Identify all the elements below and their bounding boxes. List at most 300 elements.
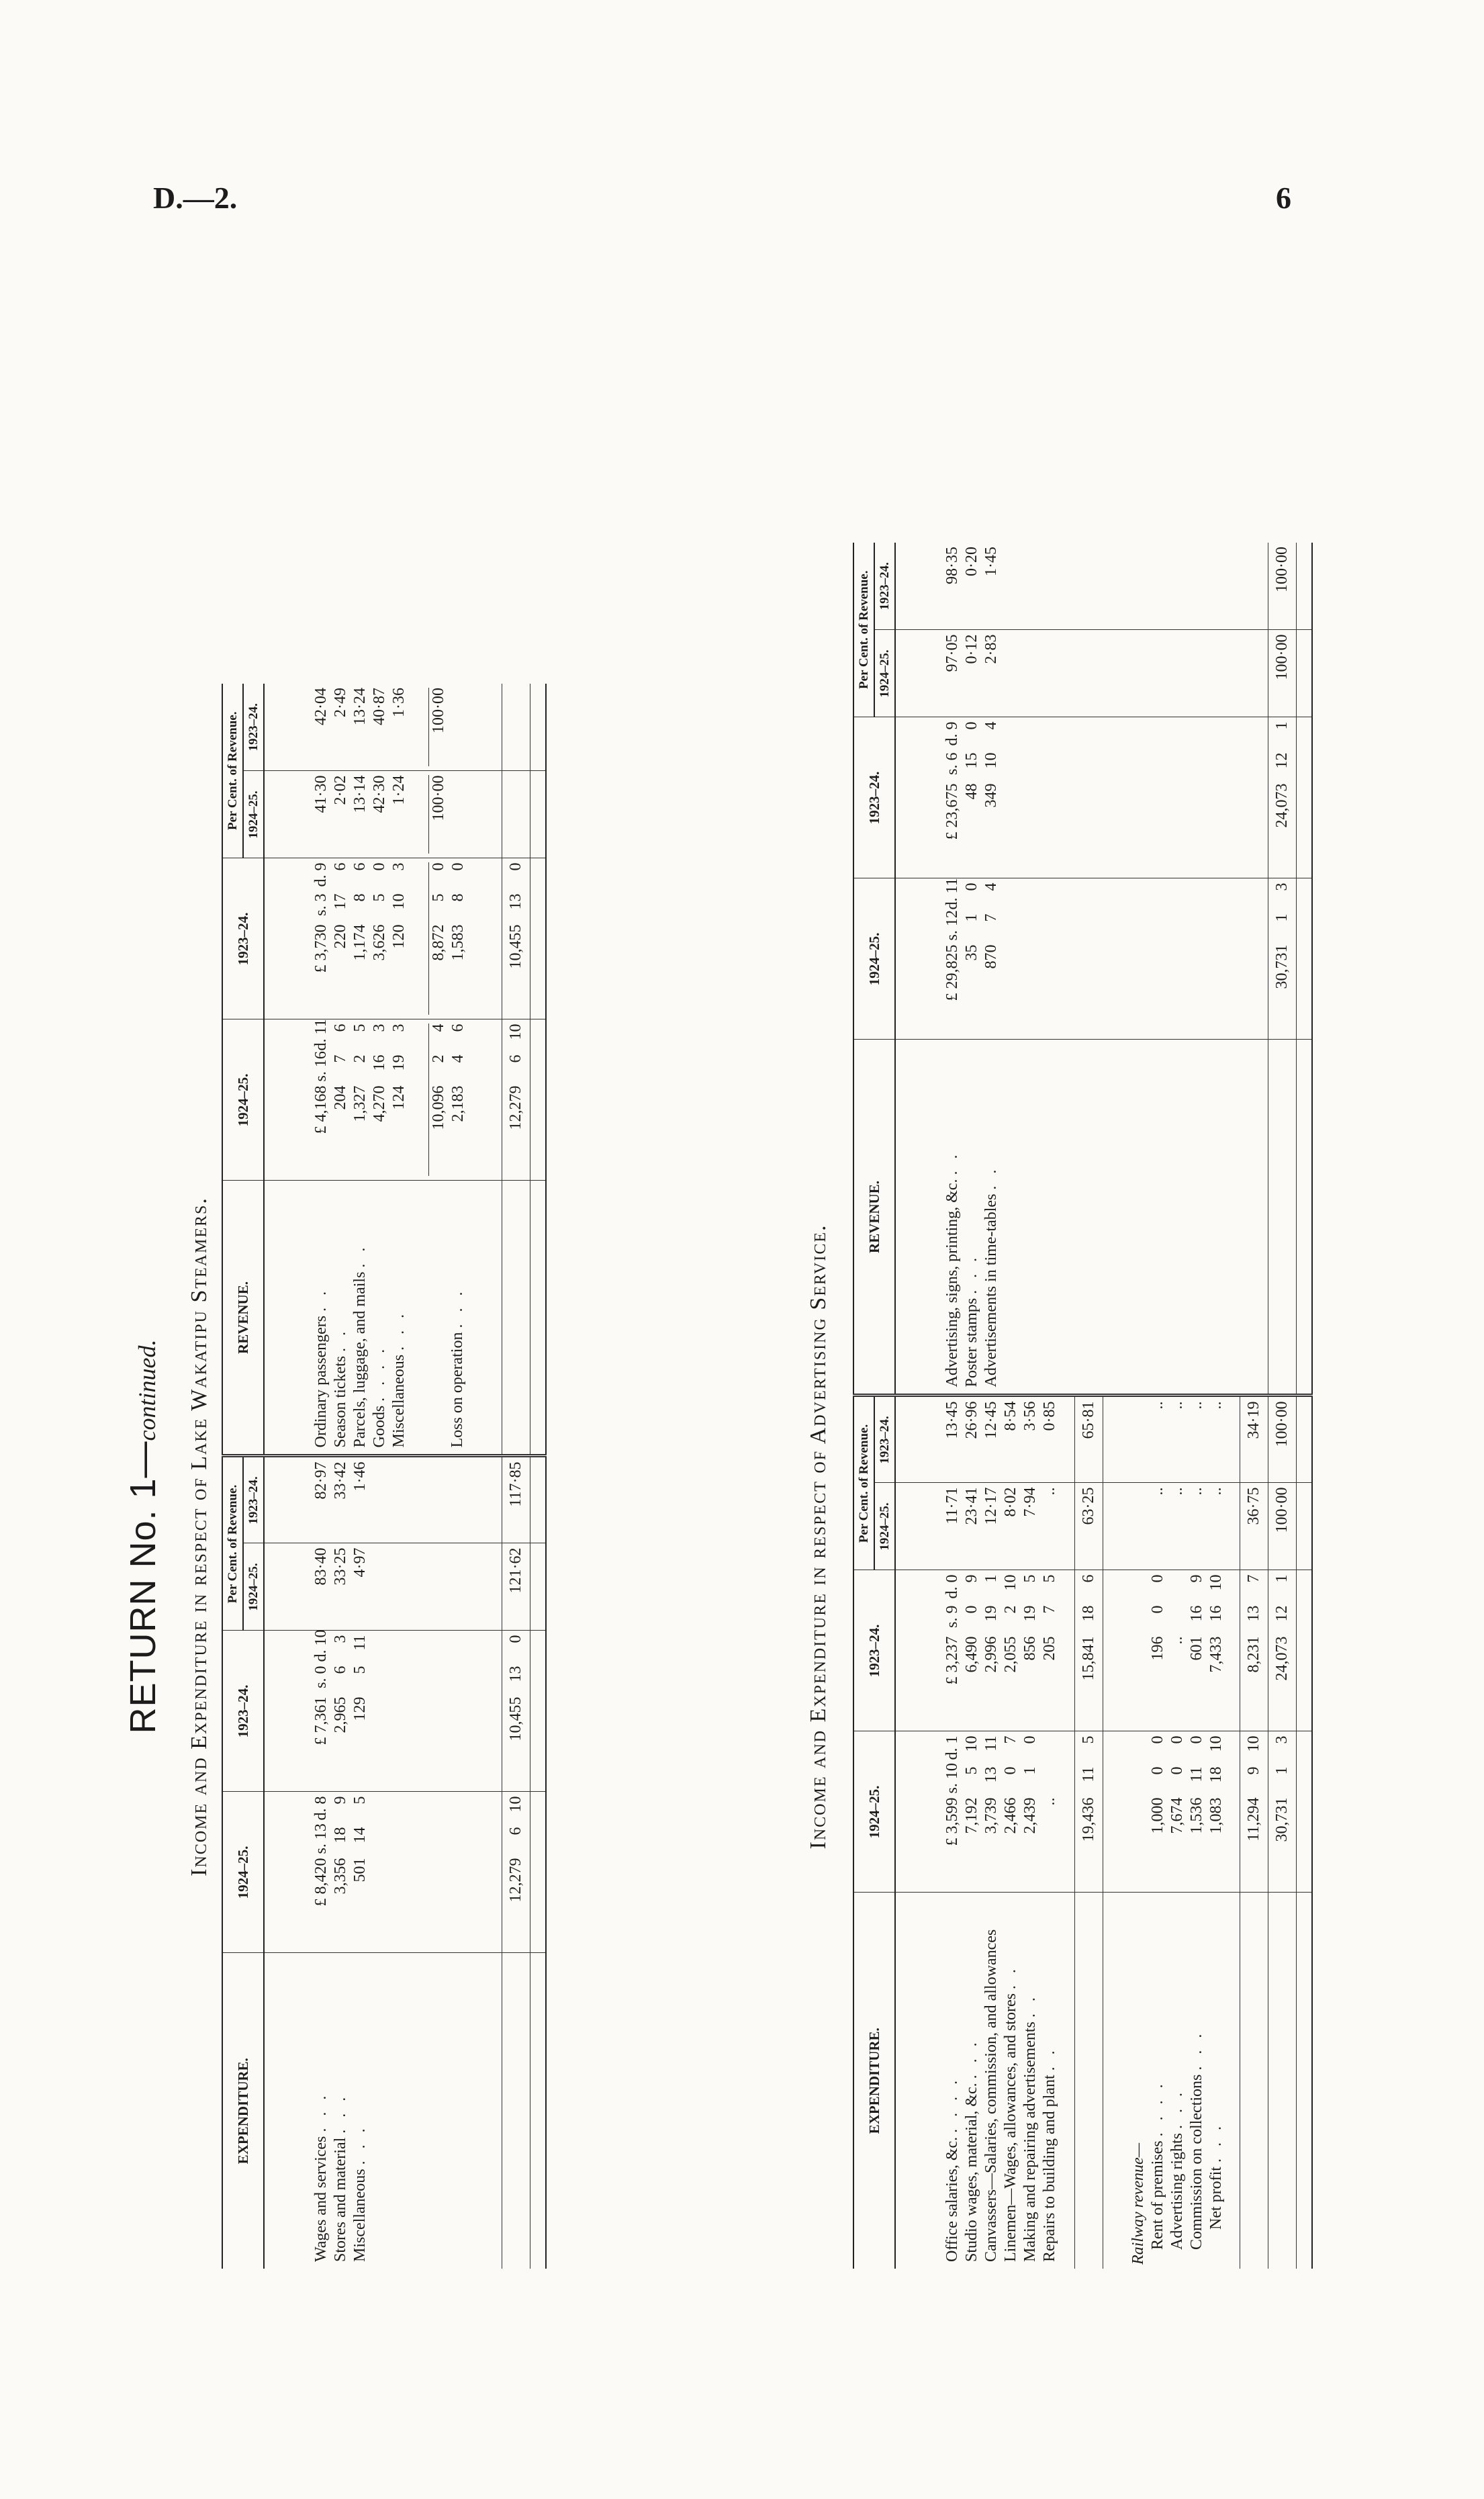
revenue-cell: [1103, 1040, 1240, 1396]
leader-dots: . .: [1002, 1965, 1019, 1990]
shillings-value: 18: [1207, 1766, 1225, 1783]
percent-p2: 26·96: [963, 1401, 980, 1439]
expenditure-year2-header: 1923–24.: [853, 1570, 895, 1731]
revenue-cell: [502, 1019, 530, 1181]
percent-p1: 4·97: [351, 1547, 369, 1578]
percent-p1: 36·75: [1245, 1487, 1262, 1525]
expenditure-cell: [1268, 1893, 1297, 2269]
pence-value: 3: [390, 862, 408, 871]
pence-value: 10: [1207, 1574, 1225, 1591]
table-bottom-row: [530, 684, 547, 2269]
amount-y2: [351, 863, 370, 1015]
amount-y1: [962, 1736, 982, 1889]
percent-p1: 42·30: [371, 775, 388, 813]
spacer: [1001, 722, 1021, 874]
percent-p2: 1·36: [390, 688, 408, 717]
header-row: [222, 684, 243, 2269]
pounds-value: 11,294: [1245, 1797, 1262, 1842]
pounds-value: ..: [1168, 1636, 1186, 1645]
shillings-value: 19: [982, 1605, 1000, 1622]
shillings-value: 0: [1149, 1766, 1166, 1775]
percent-p2: ..: [1149, 1401, 1166, 1410]
pence-value: 5: [351, 1796, 369, 1805]
spacer: [370, 1462, 389, 1539]
percent-p1: 97·05: [943, 634, 961, 672]
shillings-value: 6: [507, 1054, 524, 1063]
pence-value: 0: [1149, 1735, 1166, 1744]
pence-value: 0: [1149, 1574, 1166, 1583]
pence-value: 5: [351, 1024, 369, 1032]
spacer: [449, 776, 468, 854]
percent-p1: ..: [1168, 1487, 1186, 1496]
revenue-cell: [1103, 717, 1240, 878]
expenditure-cell: [1297, 1396, 1313, 1483]
pence-value: 4: [430, 1024, 447, 1032]
amount-y2: [1040, 1575, 1060, 1727]
shillings-value: 13: [507, 1666, 524, 1682]
revenue-year1-header: 1924–25.: [853, 878, 895, 1040]
revenue-cell: [502, 684, 530, 771]
pence-value: d. 10: [312, 1629, 330, 1662]
pounds-value: 15,841: [1080, 1636, 1097, 1681]
shillings-value: 7: [332, 1054, 349, 1063]
revenue-cell: [1268, 630, 1297, 717]
percent-p2: 0·85: [1041, 1401, 1058, 1431]
spacer: [409, 1797, 428, 1949]
pounds-value: 220: [332, 924, 349, 949]
expenditure-cell: [895, 1570, 1075, 1731]
revenue-percent-year2-header: 1923–24.: [874, 543, 895, 630]
row-description: [312, 1958, 331, 2263]
amount-y1: [1207, 1736, 1226, 1889]
expenditure-percent-header: Per Cent. of Revenue.: [222, 1456, 243, 1631]
percent-p2: ..: [1207, 1401, 1225, 1410]
percent-p1: 0·12: [963, 634, 980, 664]
pounds-value: 3,356: [332, 1858, 349, 1895]
percent-p2: 1·45: [982, 547, 1000, 576]
pounds-value: 1,583: [449, 924, 467, 961]
amount-y1: [428, 1024, 449, 1177]
expenditure-cell: [264, 1456, 502, 1543]
revenue-cell: [1240, 878, 1268, 1040]
pounds-value: 10,455: [507, 924, 524, 969]
percent-p1: 121·62: [507, 1547, 524, 1594]
amount-y2: [943, 722, 962, 874]
pounds-value: 30,731: [1273, 1797, 1291, 1842]
row-description: [1001, 1897, 1021, 2263]
expenditure-cell: [1240, 1570, 1268, 1731]
expenditure-cell: [895, 1731, 1075, 1893]
table-body-row: [264, 684, 502, 2269]
pence-value: 5: [1080, 1735, 1097, 1744]
expenditure-cell: [1297, 1731, 1313, 1893]
pence-value: 0: [507, 862, 524, 871]
pence-value: 0: [449, 862, 467, 871]
percent-p2: 0·20: [963, 547, 980, 576]
pence-value: 3: [1273, 882, 1291, 891]
percent-p2: 100·00: [428, 688, 449, 767]
spacer: [1021, 1044, 1040, 1388]
shillings-value: 13: [1245, 1605, 1262, 1622]
leader-dots: . . .: [312, 2091, 330, 2132]
pounds-value: £ 4,168: [312, 1085, 330, 1134]
expenditure-percent-year1-header: 1924–25.: [243, 1543, 264, 1631]
percent-p1: 100·00: [1273, 634, 1291, 680]
amount-y1: [1079, 1736, 1099, 1889]
expenditure-cell: [1240, 1396, 1268, 1483]
spacer: [428, 1797, 448, 1949]
expenditure-cell: [264, 1631, 502, 1792]
expenditure-year2-header: 1923–24.: [222, 1631, 264, 1792]
revenue-cell: [1075, 878, 1103, 1040]
row-label: Advertising, signs, printing, &c.: [943, 1179, 961, 1388]
pence-value: 1: [1273, 1574, 1291, 1583]
pence-value: 5: [1041, 1574, 1058, 1583]
amount-y1: [1272, 1736, 1292, 1889]
shillings-value: 8: [351, 893, 369, 902]
revenue-cell: [502, 771, 530, 858]
revenue-cell: [1268, 1040, 1297, 1396]
shillings-value: s. 3: [312, 893, 330, 916]
spacer: [1001, 547, 1021, 626]
amount-y2: [331, 863, 351, 1015]
percent-p1: 11·71: [943, 1487, 961, 1525]
expenditure-cell: [895, 1396, 1075, 1483]
shillings-value: [1040, 1767, 1060, 1794]
spacer: [449, 688, 468, 767]
row-description: [351, 1958, 370, 2263]
revenue-cell: [1103, 543, 1240, 630]
amount-y2: [449, 863, 468, 1015]
table-body-row: [895, 543, 1075, 2269]
expenditure-cell: [1075, 1396, 1103, 1483]
amount-y1: [943, 878, 962, 1036]
percent-p2: ..: [1188, 1401, 1205, 1410]
shillings-value: 2: [1002, 1605, 1019, 1614]
pounds-value: 3,739: [982, 1797, 1000, 1834]
spacer: [409, 863, 428, 1015]
amount-y1: [331, 1024, 351, 1177]
shillings-value: 1: [1273, 1766, 1291, 1775]
pounds-value: 1,083: [1207, 1797, 1225, 1834]
shillings-value: 5: [430, 893, 447, 902]
revenue-percent-header: Per Cent. of Revenue.: [853, 543, 874, 717]
revenue-header: REVENUE.: [222, 1181, 264, 1456]
row-description: [370, 1185, 389, 1448]
pounds-value: 2,466: [1002, 1797, 1019, 1834]
row-label: Ordinary passengers: [312, 1315, 330, 1448]
amount-y2: [312, 863, 331, 1015]
spacer: [409, 1024, 428, 1177]
amount-y1: [351, 1024, 370, 1177]
expenditure-cell: [1268, 1396, 1297, 1483]
expenditure-cell: [530, 1456, 547, 1543]
pounds-value: 24,073: [1273, 1636, 1291, 1681]
revenue-cell: [895, 878, 1075, 1040]
pounds-value: 8,872: [430, 924, 447, 961]
percent-p2: 117·85: [507, 1461, 524, 1507]
pounds-value: £ 23,675: [943, 783, 961, 840]
pounds-value: 2,996: [982, 1636, 1000, 1673]
shillings-value: 17: [332, 893, 349, 910]
shillings-value: 5: [351, 1666, 369, 1674]
expenditure-cell: [1103, 1396, 1240, 1483]
leader-dots: . .: [943, 1150, 961, 1175]
row-description: [1040, 1897, 1060, 2263]
pence-value: 7: [1245, 1574, 1262, 1583]
amount-y1: [389, 1024, 409, 1177]
pence-value: d. 9: [312, 862, 330, 887]
expenditure-percent-header: Per Cent. of Revenue.: [853, 1396, 874, 1570]
shillings-value: 5: [371, 893, 388, 902]
spacer: [1001, 883, 1021, 1036]
spacer: [448, 1462, 467, 1539]
revenue-cell: [1240, 1040, 1268, 1396]
row-description: [448, 1185, 467, 1448]
pence-value: 0: [963, 882, 980, 891]
railway-subtotal-row: [1240, 543, 1268, 2269]
spacer: [370, 1635, 389, 1788]
revenue-cell: [264, 771, 502, 858]
expenditure-header: EXPENDITURE.: [222, 1953, 264, 2269]
expenditure-cell: [502, 1792, 530, 1953]
pence-value: [1040, 1736, 1060, 1763]
pounds-value: 349: [982, 783, 1000, 808]
pounds-value: 19,436: [1080, 1797, 1097, 1842]
row-label: Advertising rights: [1168, 2133, 1186, 2250]
shillings-value: 14: [351, 1827, 369, 1844]
shillings-value: 10: [390, 893, 408, 910]
pence-value: 1: [1273, 721, 1291, 730]
pounds-value: £ 3,599: [943, 1797, 961, 1846]
pence-value: d. 11: [943, 878, 961, 910]
leader-dots: . .: [312, 1287, 330, 1312]
leader-dots: . . .: [1188, 2030, 1205, 2071]
amount-y2: [1187, 1575, 1207, 1727]
percent-p2: 8·54: [1002, 1401, 1019, 1431]
pence-value: d. 9: [943, 721, 961, 746]
spacer: [389, 1797, 409, 1949]
expenditure-cell: [264, 1543, 502, 1631]
shillings-value: 16: [1188, 1605, 1205, 1622]
pence-value: d. 0: [943, 1574, 961, 1599]
shillings-value: 1: [1021, 1766, 1039, 1775]
revenue-cell: [1297, 878, 1313, 1040]
expenditure-cell: [1103, 1570, 1240, 1731]
amount-y2: [982, 722, 1001, 874]
spacer: [1021, 883, 1040, 1036]
row-description: [962, 1897, 982, 2263]
pounds-value: 12,279: [507, 1858, 524, 1903]
leader-dots: . . . .: [371, 1345, 388, 1402]
pounds-value: 196: [1149, 1636, 1166, 1661]
leader-dots: . . .: [449, 1287, 466, 1328]
revenue-cell: [1103, 878, 1240, 1040]
steamers-table: [222, 684, 547, 2269]
amount-y2: [389, 863, 409, 1015]
revenue-cell: [1297, 1040, 1313, 1396]
pounds-value: £ 8,420: [312, 1858, 330, 1907]
revenue-cell: [1268, 543, 1297, 630]
expenditure-subtotal-row: [1075, 543, 1103, 2269]
amount-y1: [1187, 1736, 1207, 1889]
leader-dots: . . .: [963, 2038, 980, 2079]
row-description: [351, 1185, 370, 1448]
pence-value: 1: [982, 1574, 1000, 1583]
amount-y1: [351, 1797, 370, 1949]
spacer: [409, 1958, 428, 2263]
percent-p1: 41·30: [312, 775, 330, 813]
spacer: [1129, 1575, 1148, 1727]
expenditure-cell: [1103, 1483, 1240, 1570]
pounds-value: 6,490: [963, 1636, 980, 1673]
pence-value: 4: [982, 721, 1000, 730]
revenue-cell: [1075, 717, 1103, 878]
row-label: Parcels, luggage, and mails: [351, 1271, 369, 1448]
percent-p1: 2·02: [332, 775, 349, 805]
percent-p1: 7·94: [1021, 1487, 1039, 1517]
row-label: Miscellaneous: [351, 2169, 369, 2262]
amount-y1: [1168, 1736, 1187, 1889]
shillings-value: 16: [1207, 1605, 1225, 1622]
revenue-cell: [530, 858, 547, 1019]
pence-value: 11: [982, 1735, 1000, 1752]
amount-y2: [351, 1635, 370, 1788]
leader-dots: . . .: [351, 2124, 369, 2165]
amount-y1: [1272, 883, 1292, 1036]
row-label: Commission on collections: [1188, 2074, 1205, 2250]
pounds-value: 7,192: [963, 1797, 980, 1834]
percent-p2: 100·00: [1273, 547, 1291, 592]
row-label: Making and repairing advertisements: [1021, 2021, 1039, 2262]
revenue-cell: [1268, 717, 1297, 878]
pence-value: 11: [351, 1635, 369, 1651]
shillings-value: 13: [982, 1766, 1000, 1783]
row-description: [1148, 1897, 1168, 2265]
amount-y2: [1168, 1575, 1187, 1727]
shillings-value: 0: [1149, 1605, 1166, 1614]
row-description: [389, 1185, 409, 1448]
spacer: [448, 1635, 467, 1788]
pounds-value: 501: [351, 1858, 369, 1882]
spacer: [409, 688, 428, 767]
expenditure-cell: [1075, 1731, 1103, 1893]
leader-dots: . . .: [963, 1253, 980, 1294]
amount-y2: [962, 1575, 982, 1727]
expenditure-cell: [502, 1543, 530, 1631]
amount-y1: [943, 1736, 962, 1889]
expenditure-cell: [530, 1543, 547, 1631]
pence-value: 9: [1188, 1574, 1205, 1583]
percent-p2: 40·87: [371, 688, 388, 725]
revenue-cell: [502, 1181, 530, 1456]
pounds-value: 870: [982, 944, 1000, 969]
rotated-content: [121, 247, 1450, 2269]
percent-p1: 12·17: [982, 1487, 1000, 1525]
revenue-cell: [1297, 717, 1313, 878]
shillings-value: 19: [390, 1054, 408, 1071]
amount-y2: [1021, 1575, 1040, 1727]
revenue-cell: [1297, 543, 1313, 630]
pounds-value: 30,731: [1273, 944, 1291, 989]
percent-p1: ..: [1207, 1487, 1225, 1496]
percent-p2: 98·35: [943, 547, 961, 584]
expenditure-cell: [1268, 1731, 1297, 1893]
row-description: [1187, 1897, 1207, 2265]
pence-value: 0: [430, 862, 447, 871]
spacer: [409, 1185, 428, 1448]
shillings-value: [1168, 1606, 1187, 1633]
amount-y2: [943, 1575, 962, 1727]
pounds-value: 129: [351, 1696, 369, 1721]
row-label: Loss on operation: [449, 1332, 466, 1448]
shillings-value: 2: [351, 1054, 369, 1063]
spacer: [467, 1462, 487, 1539]
row-label: Wages and services: [312, 2136, 330, 2262]
revenue-cell: [264, 684, 502, 771]
amount-y1: [1021, 1736, 1040, 1889]
expenditure-cell: [1075, 1893, 1103, 2269]
table1-title: Income and Expenditure in respect of Lake Wakatipu Steamers.: [187, 1197, 212, 1876]
expenditure-percent-year2-header: 1923–24.: [243, 1456, 264, 1543]
spacer: [428, 1462, 448, 1539]
expenditure-cell: [895, 1483, 1075, 1570]
expenditure-percent-year1-header: 1924–25.: [874, 1483, 895, 1570]
spacer: [389, 1958, 409, 2263]
amount-y2: [1207, 1575, 1226, 1727]
percent-p2: 100·00: [1273, 1401, 1291, 1447]
pounds-value: 120: [390, 924, 408, 949]
row-label: Repairs to building and plant: [1041, 2075, 1058, 2262]
pounds-value: £ 3,237: [943, 1636, 961, 1685]
amount-y1: [331, 1797, 351, 1949]
spacer: [1021, 635, 1040, 713]
pence-value: 0: [1021, 1735, 1039, 1744]
pounds-value: 1,000: [1149, 1797, 1166, 1834]
pence-value: d. 1: [943, 1735, 961, 1760]
shillings-value: 19: [1021, 1605, 1039, 1622]
revenue-cell: [1240, 717, 1268, 878]
amount-y2: [428, 863, 449, 1015]
shillings-value: 4: [449, 1054, 467, 1063]
percent-p2: 33·42: [332, 1461, 349, 1500]
percent-p2: 13·45: [943, 1401, 961, 1439]
row-label: Office salaries, &c.: [943, 2136, 961, 2262]
spacer: [389, 1635, 409, 1788]
row-label: Linemen—Wages, allowances, and stores: [1002, 1993, 1019, 2262]
spacer: [1129, 1488, 1148, 1566]
amount-y2: [506, 863, 526, 1015]
revenue-percent-year1-header: 1924–25.: [243, 771, 264, 858]
spacer: [1040, 722, 1060, 874]
spacer: [409, 1635, 428, 1788]
pence-value: 10: [507, 1796, 524, 1813]
shillings-value: 8: [449, 893, 467, 902]
spacer: [467, 1548, 487, 1627]
pence-value: 7: [1002, 1735, 1019, 1744]
amount-y2: [1079, 1575, 1099, 1727]
expenditure-cell: [1297, 1483, 1313, 1570]
pence-value: 3: [1273, 1735, 1291, 1744]
spacer: [409, 1548, 428, 1627]
amount-y1: [1244, 1736, 1264, 1889]
shillings-value: 11: [1188, 1766, 1205, 1782]
pounds-value: 10,096: [430, 1085, 447, 1130]
percent-p1: 1·24: [390, 775, 408, 805]
revenue-cell: [1075, 543, 1103, 630]
expenditure-cell: [530, 1631, 547, 1792]
spacer: [370, 1958, 389, 2263]
